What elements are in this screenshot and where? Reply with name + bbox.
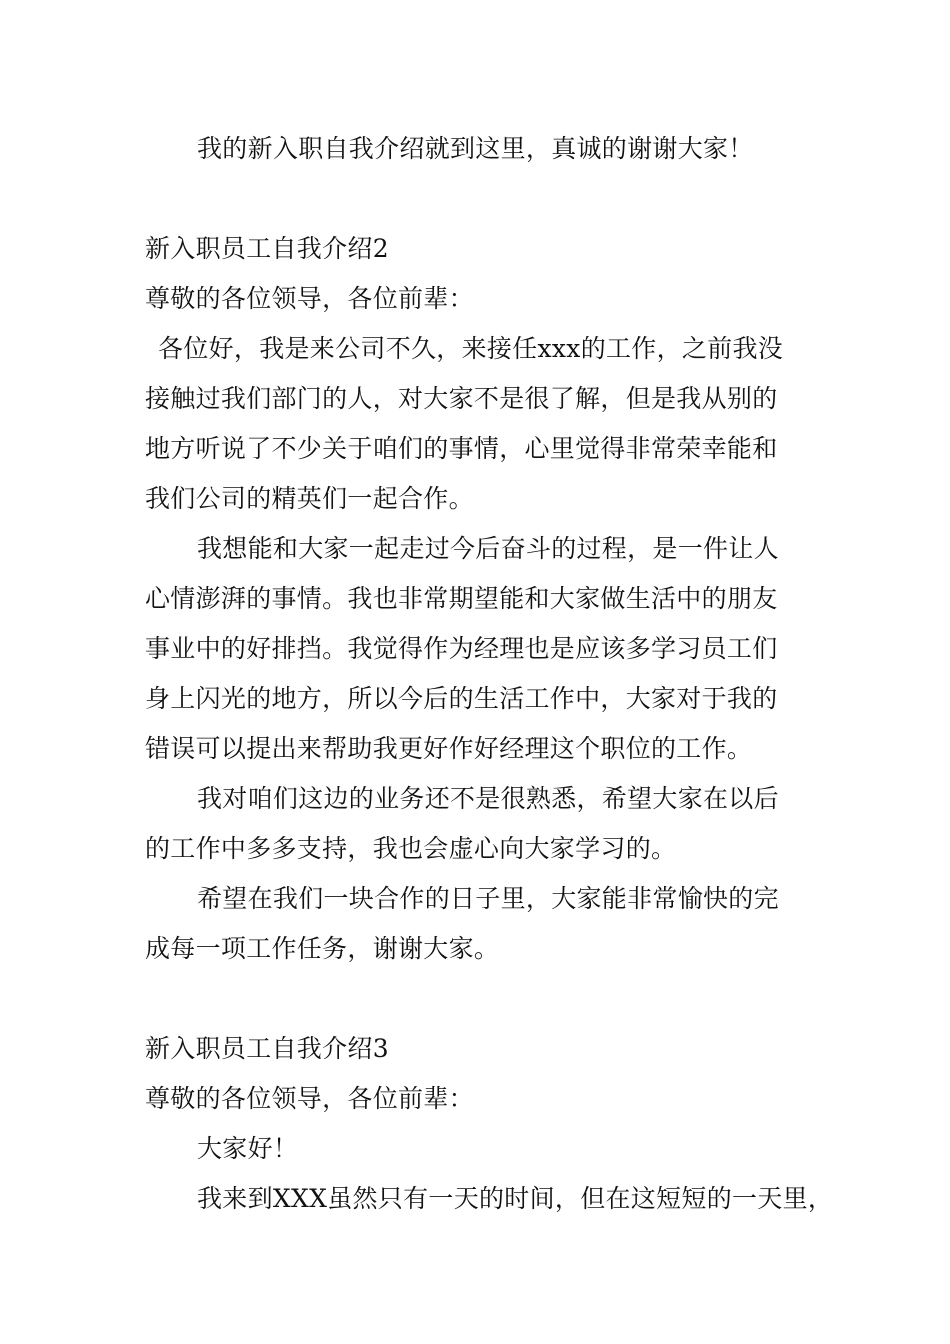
paragraph-line: 我来到XXX虽然只有一天的时间，但在这短短的一天里，: [197, 1184, 834, 1213]
paragraph-line: 各位好，我是来公司不久，来接任xxx的工作，之前我没: [158, 334, 784, 363]
paragraph-line: 成每一项工作任务，谢谢大家。: [145, 934, 500, 963]
paragraph-line: 错误可以提出来帮助我更好作好经理这个职位的工作。: [145, 734, 753, 763]
paragraph-line: 我们公司的精英们一起合作。: [145, 484, 474, 513]
paragraph-line: 事业中的好排挡。我觉得作为经理也是应该多学习员工们: [145, 634, 778, 663]
paragraph-line: 地方听说了不少关于咱们的事情，心里觉得非常荣幸能和: [145, 434, 778, 463]
section-2-title: 新入职员工自我介绍2: [145, 234, 389, 263]
section-3-title: 新入职员工自我介绍3: [145, 1034, 389, 1063]
paragraph-line: 的工作中多多支持，我也会虚心向大家学习的。: [145, 834, 677, 863]
paragraph-line: 接触过我们部门的人，对大家不是很了解，但是我从别的: [145, 384, 778, 413]
paragraph-line: 我对咱们这边的业务还不是很熟悉，希望大家在以后: [197, 784, 779, 813]
closing-line: 我的新入职自我介绍就到这里，真诚的谢谢大家！: [197, 134, 754, 163]
paragraph-line: 身上闪光的地方，所以今后的生活工作中，大家对于我的: [145, 684, 778, 713]
section-2-salutation: 尊敬的各位领导，各位前辈：: [145, 284, 474, 313]
paragraph-line: 希望在我们一块合作的日子里，大家能非常愉快的完: [197, 884, 779, 913]
section-3-salutation: 尊敬的各位领导，各位前辈：: [145, 1084, 474, 1113]
paragraph-line: 心情澎湃的事情。我也非常期望能和大家做生活中的朋友: [145, 584, 778, 613]
paragraph-line: 我想能和大家一起走过今后奋斗的过程，是一件让人: [197, 534, 779, 563]
paragraph-line: 大家好！: [197, 1134, 299, 1163]
